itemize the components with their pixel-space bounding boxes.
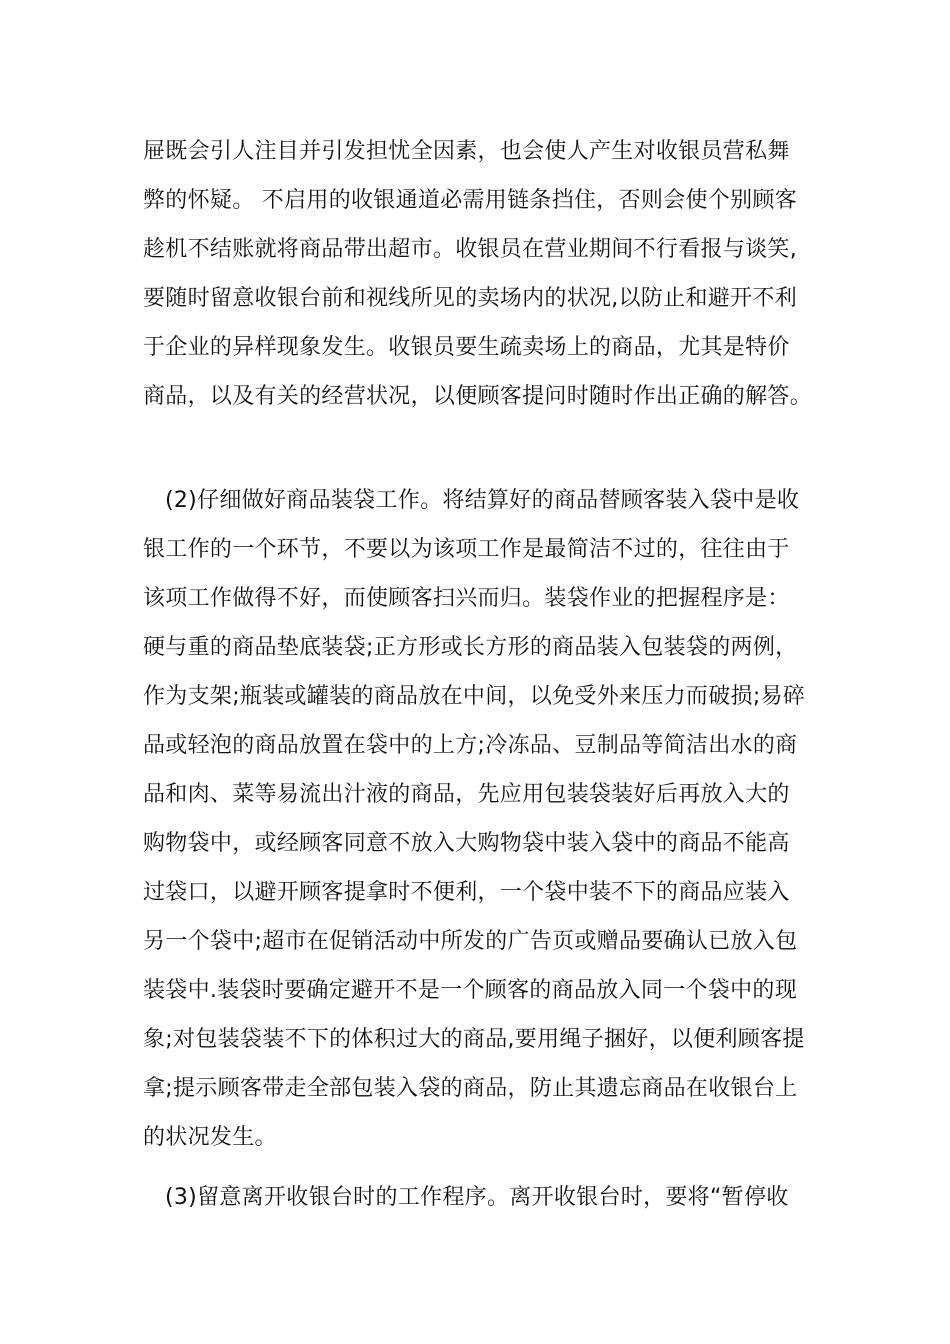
paragraph-bagging-work [143,476,823,1162]
text-line: 屉既会引人注目并引发担忧全因素，也会使人产生对收银员营私舞 [143,139,790,164]
text-line: 趁机不结账就将商品带出超市。收银员在营业期间不行看报与谈笑, [143,237,797,262]
text-line: (3)留意离开收银台时的工作程序。离开收银台时，要将“暂停收 [165,1185,789,1210]
text-line: 品和肉、菜等易流出汁液的商品，先应用包装袋装好后再放入大的 [143,782,790,807]
text-line: 该项工作做得不好，而使顾客扫兴而归。装袋作业的把握程序是： [143,586,790,611]
text-line: 商品，以及有关的经营状况，以便顾客提问时随时作出正确的解答。 [143,384,813,409]
text-line: 购物袋中，或经顾客同意不放入大购物袋中装入袋中的商品不能高 [143,831,790,856]
text-line: 银工作的一个环节，不要以为该项工作是最简洁不过的，往往由于 [143,537,790,562]
text-line: 象;对包装袋装不下的体积过大的商品,要用绳子捆好，以便利顾客提 [143,1027,805,1052]
text-line: 要随时留意收银台前和视线所见的卖场内的状况,以防止和避开不利 [143,286,797,311]
paragraph-cashier-conduct [143,127,823,421]
text-line: 拿;提示顾客带走全部包装入袋的商品，防止其遗忘商品在收银台上 [143,1076,798,1101]
text-line: 品或轻泡的商品放置在袋中的上方;冷冻品、豆制品等简洁出水的商 [143,733,798,758]
text-line: 的状况发生。 [143,1125,277,1150]
text-line: 于企业的异样现象发生。收银员要生疏卖场上的商品，尤其是特价 [143,335,790,360]
text-line: 另一个袋中;超市在促销活动中所发的广告页或赠品要确认已放入包 [143,929,798,954]
text-line: 弊的怀疑。 不启用的收银通道必需用链条挡住，否则会使个别顾客 [143,188,797,213]
text-line: (2)仔细做好商品装袋工作。将结算好的商品替顾客装入袋中是收 [165,488,800,513]
text-line: 作为支架;瓶装或罐装的商品放在中间，以免受外来压力而破损;易碎 [143,684,806,709]
text-line: 过袋口，以避开顾客提拿时不便利，一个袋中装不下的商品应装入 [143,880,790,905]
paragraph-leaving-counter [143,1173,823,1222]
text-line: 装袋中.装袋时要确定避开不是一个顾客的商品放入同一个袋中的现 [143,978,797,1003]
text-line: 硬与重的商品垫底装袋;正方形或长方形的商品装入包装袋的两例， [143,635,798,660]
